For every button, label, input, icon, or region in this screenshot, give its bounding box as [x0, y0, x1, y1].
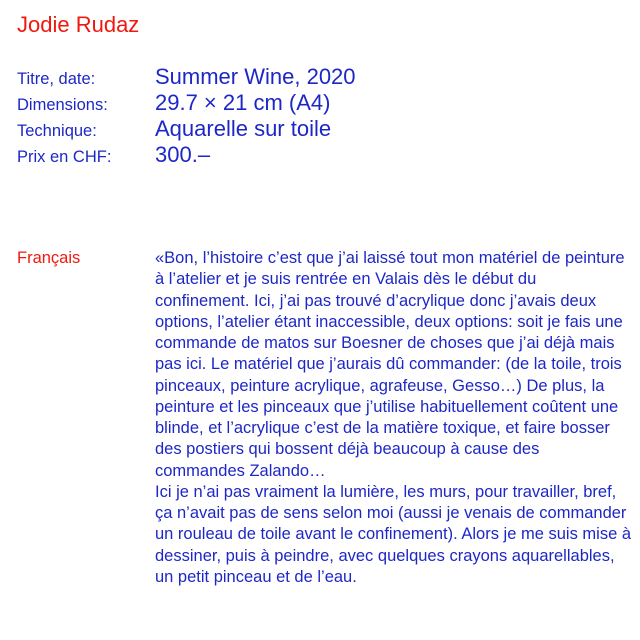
- detail-label-title: Titre, date:: [17, 70, 96, 88]
- detail-row-title: [17, 64, 617, 90]
- detail-row-price: [17, 142, 617, 168]
- description-paragraph: «Bon, l’histoire c’est que j’ai laissé tout mon matériel de peinture à l’atelier et je suis rentrée en Valais dès le début du confinement. Ici, j’ai pas trouvé d’acrylique donc j’avais deux options, l’atelier étant inaccessible, deux options: soit je fais une commande de matos sur Boesner de choses que j’ai déjà mais pas ici. Le matériel que j’aurais dû commander: (de la toile, trois pinceaux, peinture acrylique, agrafeuse, Gesso…) De plus, la peinture et les pinceaux que j’utilise habituellement coûtent une blinde, et l’acrylique c’est de la matière toxique, et faire bosser des postiers qui bossent déjà beaucoup à cause des commandes Zalando…: [155, 249, 625, 480]
- detail-row-dimensions: [17, 90, 617, 116]
- language-label: Français: [17, 249, 81, 267]
- artwork-details: [17, 64, 617, 168]
- description-paragraph: Ici je n’ai pas vraiment la lumière, les murs, pour travailler, bref, ça n’avait pas de sens selon moi (aussi je venais de commander un rouleau de toile avant le confinement). Alors je me suis mise à dessiner, puis à peindre, avec quelques crayons aquarellables, un petit pinceau et de l’eau.: [155, 482, 632, 586]
- description-text: [155, 248, 633, 588]
- artist-name: Jodie Rudaz: [17, 12, 140, 37]
- detail-value-dimensions: 29.7 × 21 cm (A4): [155, 90, 331, 115]
- detail-value-price: 300.–: [155, 142, 211, 167]
- detail-label-technique: Technique:: [17, 122, 97, 140]
- detail-row-technique: [17, 116, 617, 142]
- detail-label-dimensions: Dimensions:: [17, 96, 108, 114]
- detail-label-price: Prix en CHF:: [17, 148, 112, 166]
- detail-value-title: Summer Wine, 2020: [155, 64, 356, 89]
- detail-value-technique: Aquarelle sur toile: [155, 116, 332, 141]
